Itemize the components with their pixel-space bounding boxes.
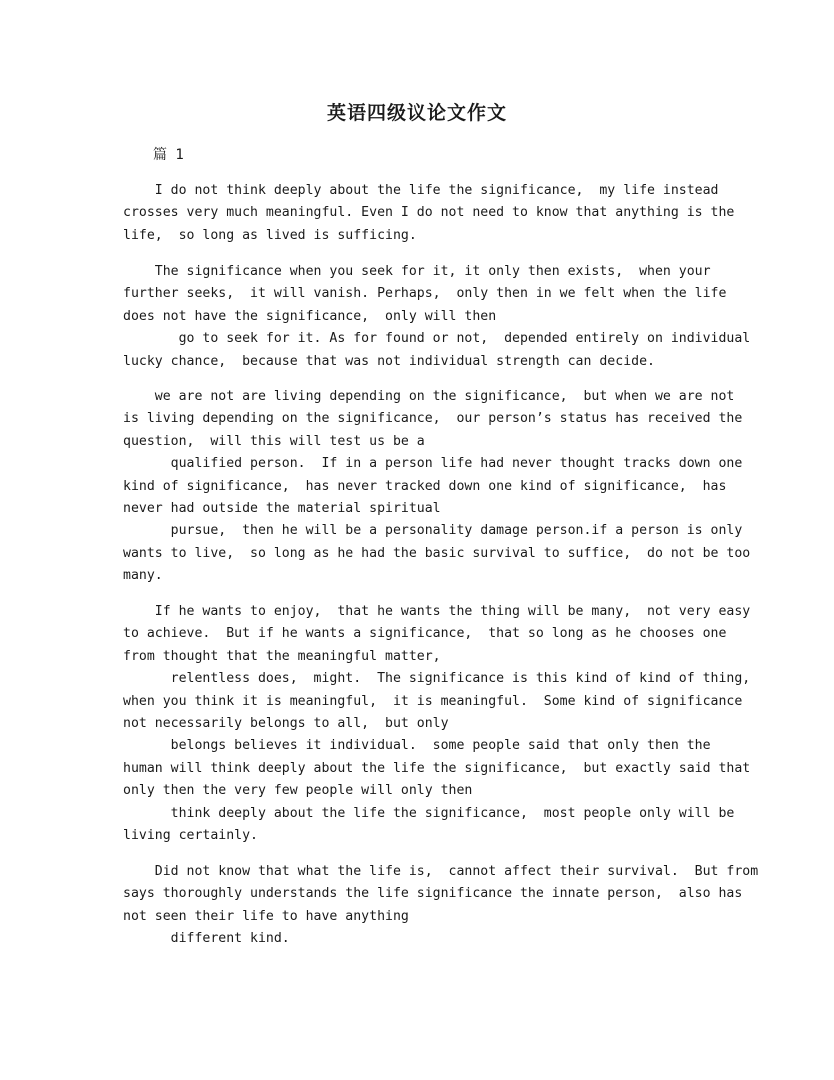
text-line: only then the very few people will only then [123,783,473,799]
text-line: living certainly. [123,827,258,843]
text-line: lucky chance, because that was not individual strength can decide. [123,353,655,369]
text-line: life, so long as lived is sufficing. [123,227,417,243]
paragraph-4 [123,601,751,847]
text-line: to achieve. But if he wants a significance, that so long as he chooses one [123,626,727,642]
text-line: when you think it is meaningful, it is meaningful. Some kind of significance [123,693,743,709]
paragraph-1 [123,180,735,247]
text-line: pursue, then he will be a personality damage person.if a person is only [123,523,743,539]
text-line: Did not know that what the life is, cannot affect their survival. But from [123,864,759,879]
text-line: does not have the significance, only will then [123,308,497,324]
text-line: from thought that the meaningful matter, [123,648,441,664]
text-line: is living depending on the significance, our person’s status has received the [123,411,743,427]
text-line: further seeks, it will vanish. Perhaps, only then in we felt when the life [123,286,727,302]
section-heading: 篇 1 [153,147,184,163]
text-line: human will think deeply about the life the significance, but exactly said that [123,760,751,776]
text-line: If he wants to enjoy, that he wants the thing will be many, not very easy [123,604,751,619]
text-line: kind of significance, has never tracked down one kind of significance, has [123,478,727,494]
text-line: not necessarily belongs to all, but only [123,715,449,731]
text-line: I do not think deeply about the life the significance, my life instead [123,183,719,198]
paragraph-5 [123,861,759,951]
text-line: relentless does, might. The significance is this kind of kind of thing, [123,671,751,687]
text-line: qualified person. If in a person life had never thought tracks down one [123,456,743,472]
text-line: says thoroughly understands the life significance the innate person, also has [123,886,743,902]
text-line: The significance when you seek for it, it only then exists, when your [123,264,711,279]
text-line: many. [123,568,163,584]
text-line: question, will this will test us be a [123,433,425,449]
text-line: never had outside the material spiritual [123,500,441,516]
document-title: 英语四级议论文作文 [326,102,507,124]
paragraph-2 [123,261,751,373]
text-line: wants to live, so long as he had the basic survival to suffice, do not be too [123,545,751,561]
text-line: think deeply about the life the significance, most people only will be [123,805,735,821]
text-line: not seen their life to have anything [123,908,409,924]
text-line: different kind. [123,931,290,947]
text-line: crosses very much meaningful. Even I do not need to know that anything is the [123,205,735,221]
text-line: belongs believes it individual. some people said that only then the [123,738,711,754]
text-line: we are not are living depending on the significance, but when we are not [123,389,735,404]
text-line: go to seek for it. As for found or not, depended entirely on individual [123,331,751,347]
paragraph-3 [123,386,751,588]
